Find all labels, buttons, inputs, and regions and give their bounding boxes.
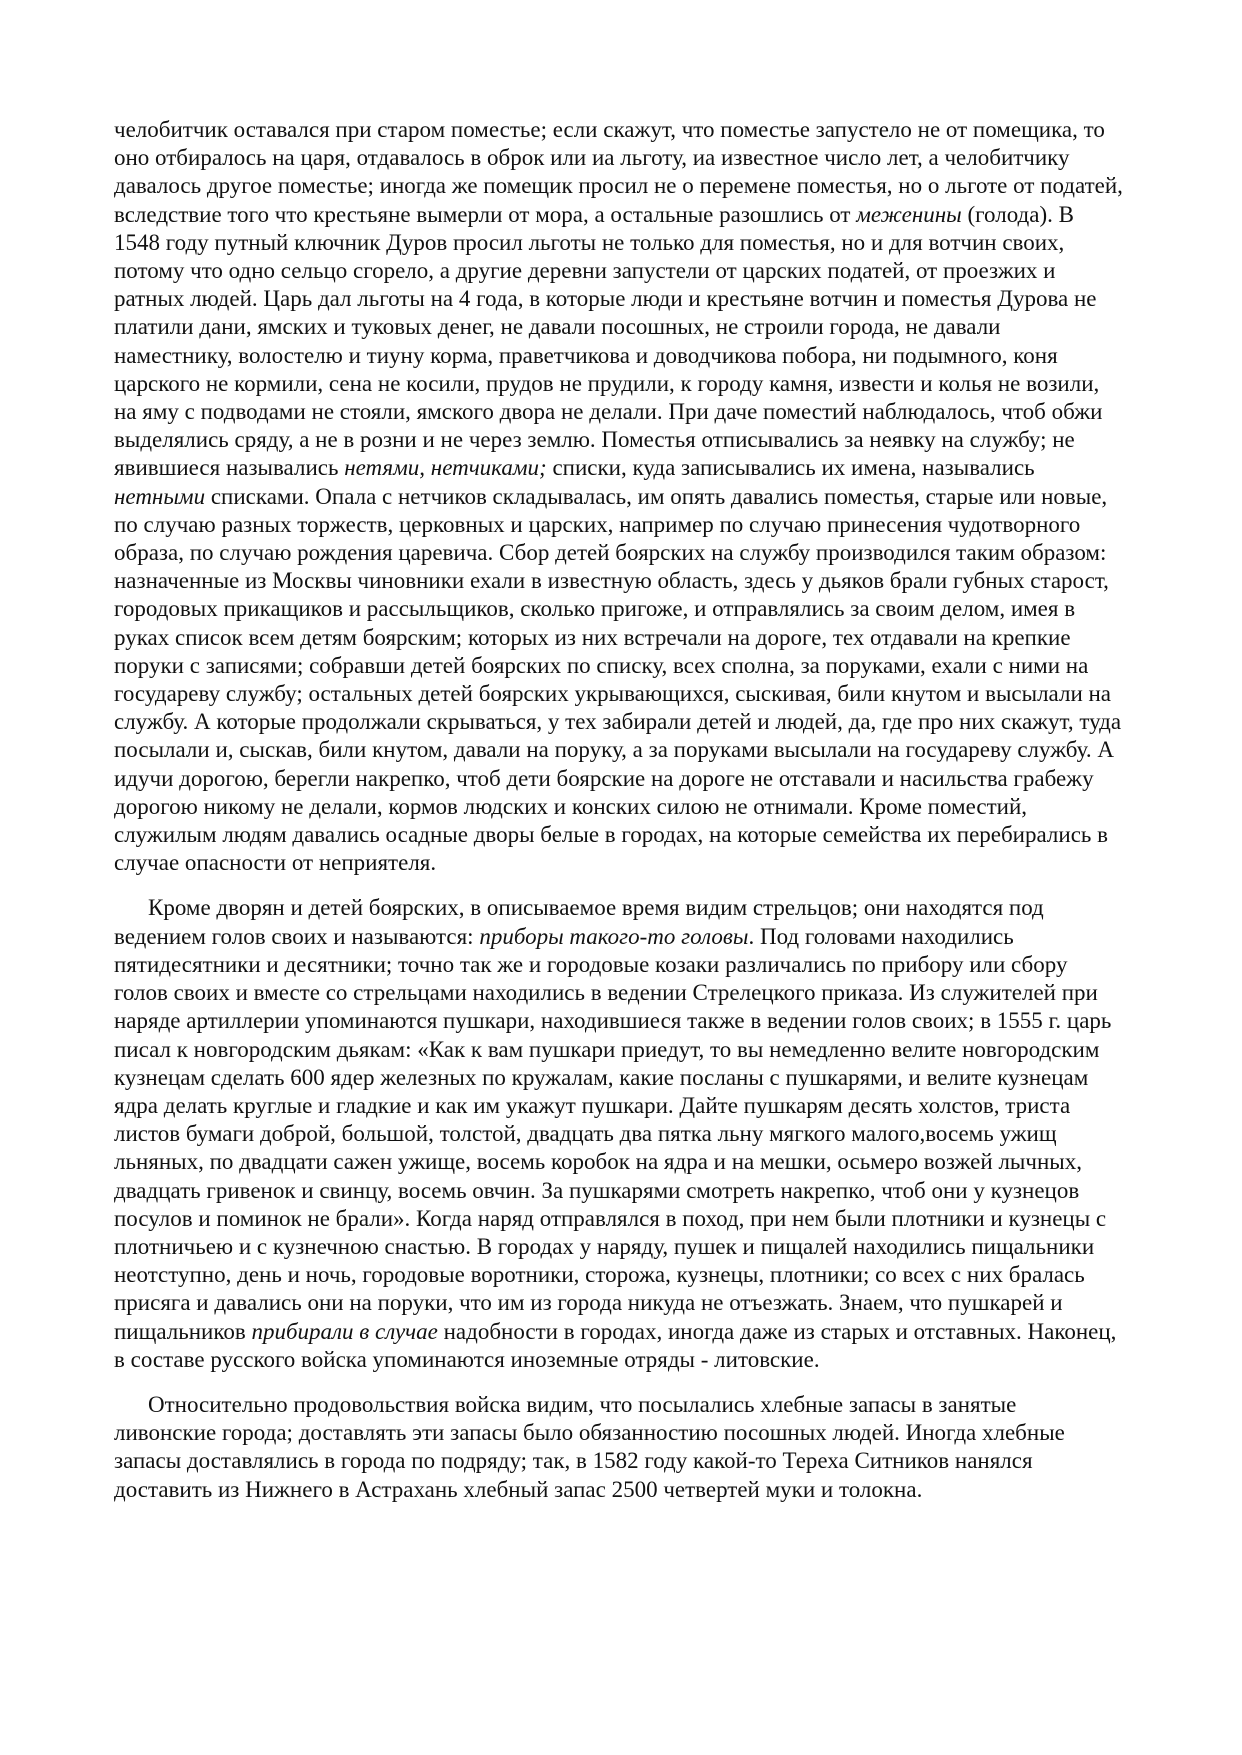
text-run: списки, куда записывались их имена, назывались — [546, 455, 1035, 481]
italic-term: нетями, нетчиками; — [344, 455, 547, 481]
paragraph-2 — [114, 894, 1124, 1373]
italic-term: прибирали в случае — [251, 1318, 438, 1344]
text-run: (голода). В 1548 году путный ключник Дуров просил льготы не только для поместья, но и для вотчин своих, потому что одно сельцо сгорело, а другие деревни запустели от царских податей, от проезжих и ратных людей. Царь дал льготы на 4 года, в которые люди и крестьяне вотчин и поместья Дурова не платили дани, ямских и туковых денег, не давали посошных, не строили города, не давали наместнику, волостелю и тиуну корма, праветчикова и доводчикова побора, ни подымного, коня царского не кормили, сена не косили, прудов не прудили, к городу камня, извести и колья не возили, на яму с подводами не стояли, ямского двора не делали. При даче поместий наблюдалось, чтоб обжи выделялись сряду, а не в розни и не через землю. Поместья отписывались за неявку на службу; не явившиеся назывались — [114, 201, 1103, 481]
text-run: . Под головами находились пятидесятники и десятники; точно так же и городовые козаки различались по прибору или сбору голов своих и вместе со стрельцами находились в ведении Стрелецкого приказа. Из служителей при наряде артиллерии упоминаются пушкари, находившиеся также в ведении голов своих; в 1555 г. царь писал к новгородским дьякам: «Как к вам пушкари приедут, то вы немедленно велите новгородским кузнецам сделать 600 ядер железных по кружалам, какие посланы с пушкарями, и велите кузнецам ядра делать круглые и гладкие и как им укажут пушкари. Дайте пушкарям десять холстов, триста листов бумаги доброй, большой, толстой, двадцать два пятка льну мягкого малого,восемь ужищ льняных, по двадцати сажен ужище, восемь коробок на ядра и на мешки, осьмеро возжей лычных, двадцать гривенок и свинцу, восемь овчин. За пушкарями смотреть накрепко, чтоб они у кузнецов посулов и поминок не брали». Когда наряд отправлялся в поход, при нем были плотники и кузнецы с плотничьею и с кузнечною снастью. В городах у наряду, пушек и пищалей находились пищальники неотступно, день и ночь, городовые воротники, сторожа, кузнецы, плотники; со всех с них бралась присяга и давались они на поруки, что им из города никуда не отъезжать. Знаем, что пушкарей и пищальников — [114, 923, 1112, 1344]
text-run: списками. Опала с нетчиков складывалась, им опять давались поместья, старые или новые, по случаю разных торжеств, церковных и царских, например по случаю принесения чудотворного образа, по случаю рождения царевича. Сбор детей боярских на службу производился таким образом: назначенные из Москвы чиновники ехали в известную область, здесь у дьяков брали губных старост, городовых прикащиков и рассыльщиков, сколько пригоже, и отправлялись за своим делом, имея в руках список всем детям боярским; которых из них встречали на дороге, тех отдавали на крепкие поруки с записями; собравши детей боярских по списку, всех сполна, за поруками, ехали с ними на государеву службу; остальных детей боярских укрывающихся, сыскивая, били кнутом и высылали на службу. А которые продолжали скрываться, у тех забирали детей и людей, да, где про них скажут, туда посылали и, сыскав, били кнутом, давали на поруку, а за поруками высылали на государеву службу. А идучи дорогою, берегли накрепко, чтоб дети боярские на дороге не отставали и насильства грабежу дорогою никому не делали, кормов людских и конских силою не отнимали. Кроме поместий, служилым людям давались осадные дворы белые в городах, на которые семейства их перебирались в случае опасности от неприятеля. — [114, 483, 1122, 876]
text-run: Кроме дворян и детей боярских, в описываемое время видим стрельцов; они находятся под ведением голов своих и называются: — [114, 895, 1044, 949]
text-run: Относительно продовольствия войска видим, что посылались хлебные запасы в занятые ливонские города; доставлять эти запасы было обязанностию посошных людей. Иногда хлебные запасы доставлялись в города по подряду; так, в 1582 году какой-то Тереха Ситников нанялся доставить из Нижнего в Астрахань хлебный запас 2500 четвертей муки и толокна. — [114, 1391, 1065, 1502]
italic-term: нетными — [114, 483, 206, 509]
document-body — [114, 116, 1124, 1504]
text-run: надобности в городах, иногда даже из старых и отставных. Наконец, в составе русского войска упоминаются иноземные отряды - литовские. — [114, 1318, 1117, 1372]
paragraph-3 — [114, 1391, 1124, 1504]
text-run: челобитчик оставался при старом поместье; если скажут, что поместье запустело не от помещика, то оно отбиралось на царя, отдавалось в оброк или иа льготу, иа известное число лет, а челобитчику давалось другое поместье; иногда же помещик просил не о перемене поместья, но о льготе от податей, вследствие того что крестьяне вымерли от мора, а остальные разошлись от — [114, 117, 1123, 227]
italic-term: меженины — [856, 201, 962, 227]
italic-term: приборы такого-то головы — [479, 923, 749, 949]
paragraph-1 — [114, 116, 1124, 877]
